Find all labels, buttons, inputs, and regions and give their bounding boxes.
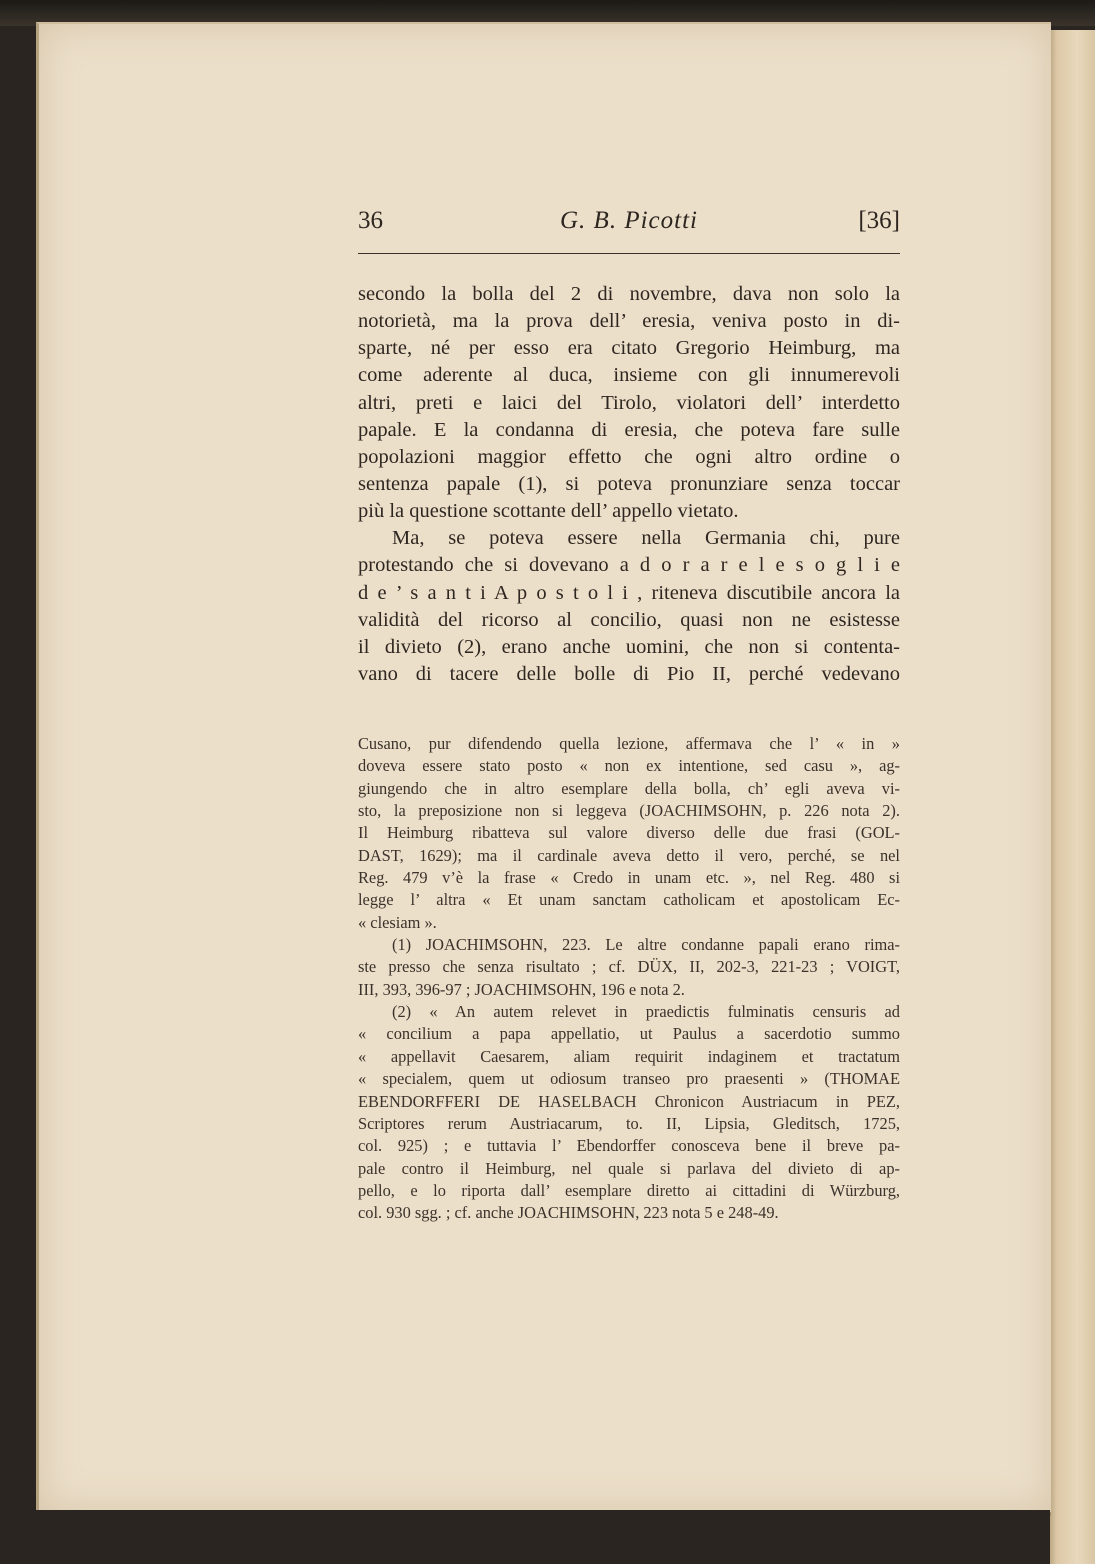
- body-line: notorietà, ma la prova dell’ eresia, veniva posto in di-: [358, 310, 900, 333]
- footnote-line: Cusano, pur difendendo quella lezione, affermava che l’ « in »: [358, 734, 900, 753]
- body-line: validità del ricorso al concilio, quasi non ne esistesse: [358, 608, 900, 631]
- footnote-line: Reg. 479 v’è la frase « Credo in unam etc. », nel Reg. 480 si: [358, 868, 900, 888]
- page-header: [358, 203, 900, 243]
- header-rule: [358, 253, 900, 254]
- footnote-line: pale contro il Heimburg, nel quale si parlava del divieto di ap-: [358, 1158, 900, 1178]
- footnote-line: col. 925) ; e tuttavia l’ Ebendorffer conosceva bene il breve pa-: [358, 1136, 900, 1156]
- body-line: altri, preti e laici del Tirolo, violatori dell’ interdetto: [358, 391, 900, 414]
- bracket-page-number: [36]: [858, 207, 900, 234]
- scan-background-bottom: [0, 1510, 1050, 1564]
- footnote-line: col. 930 sgg. ; cf. anche JOACHIMSOHN, 223 nota 5 e 248-49.: [358, 1203, 779, 1223]
- footnote-line: DAST, 1629); ma il cardinale aveva detto il vero, perché, se nel: [358, 845, 900, 865]
- body-line: vano di tacere delle bolle di Pio II, perché vedevano: [358, 662, 900, 685]
- main-text: [358, 281, 900, 688]
- footnote-line: Scriptores rerum Austriacarum, to. II, Lipsia, Gleditsch, 1725,: [358, 1113, 900, 1133]
- body-line: secondo la bolla del 2 di novembre, dava non solo la: [358, 283, 900, 305]
- footnotes: [358, 733, 900, 1225]
- body-line: Ma, se poteva essere nella Germania chi, pure: [392, 527, 900, 550]
- body-line: sentenza papale (1), si poteva pronunziare senza toccar: [358, 472, 900, 495]
- footnote-line: doveva essere stato posto « non ex intentione, sed casu », ag-: [358, 756, 900, 776]
- footnote-line: « concilium a papa appellatio, ut Paulus a sacerdotio summo: [358, 1024, 900, 1044]
- footnote-line: ste presso che senza risultato ; cf. DÜX, II, 202-3, 221-23 ; VOIGT,: [358, 957, 900, 977]
- body-line: come aderente al duca, insieme con gli innumerevoli: [358, 364, 900, 387]
- footnote-line: legge l’ altra « Et unam sanctam catholicam et apostolicam Ec-: [358, 890, 900, 910]
- body-line: popolazioni maggior effetto che ogni altro ordine o: [358, 445, 900, 468]
- footnote-line: « clesiam ».: [358, 912, 437, 932]
- page-number: 36: [358, 207, 383, 234]
- footnote-line: III, 393, 396-97 ; JOACHIMSOHN, 196 e nota 2.: [358, 979, 685, 999]
- running-title: G. B. Picotti: [560, 207, 698, 234]
- footnote-line: sto, la preposizione non si leggeva (JOACHIMSOHN, p. 226 nota 2).: [358, 801, 900, 821]
- footnote-line: (1) JOACHIMSOHN, 223. Le altre condanne papali erano rima-: [392, 935, 900, 955]
- footnote-line: Il Heimburg ribatteva sul valore diverso delle due frasi (GOL-: [358, 823, 900, 843]
- footnote-line: giungendo che in altro esemplare della bolla, ch’ egli aveva vi-: [358, 778, 900, 798]
- body-line: d e ’ s a n t i A p o s t o l i , riteneva discutibile ancora la: [358, 581, 900, 604]
- footnote-line: « appellavit Caesarem, aliam requirit indaginem et tractatum: [358, 1046, 900, 1066]
- footnote-line: EBENDORFFERI DE HASELBACH Chronicon Austriacum in PEZ,: [358, 1091, 900, 1111]
- body-line: più la questione scottante dell’ appello vietato.: [358, 500, 739, 523]
- footnote-line: pello, e lo riporta dall’ esemplare diretto ai cittadini di Würzburg,: [358, 1180, 900, 1200]
- body-line: papale. E la condanna di eresia, che poteva fare sulle: [358, 418, 900, 441]
- next-page-edge: [1046, 30, 1095, 1564]
- body-line: sparte, né per esso era citato Gregorio Heimburg, ma: [358, 337, 900, 360]
- footnote-line: (2) « An autem relevet in praedictis fulminatis censuris ad: [392, 1002, 900, 1022]
- body-line: il divieto (2), erano anche uomini, che non si contenta-: [358, 635, 900, 658]
- footnote-line: « specialem, quem ut odiosum transeo pro praesenti » (THOMAE: [358, 1069, 900, 1089]
- body-line: protestando che si dovevano a d o r a r e l e s o g l i e: [358, 554, 900, 577]
